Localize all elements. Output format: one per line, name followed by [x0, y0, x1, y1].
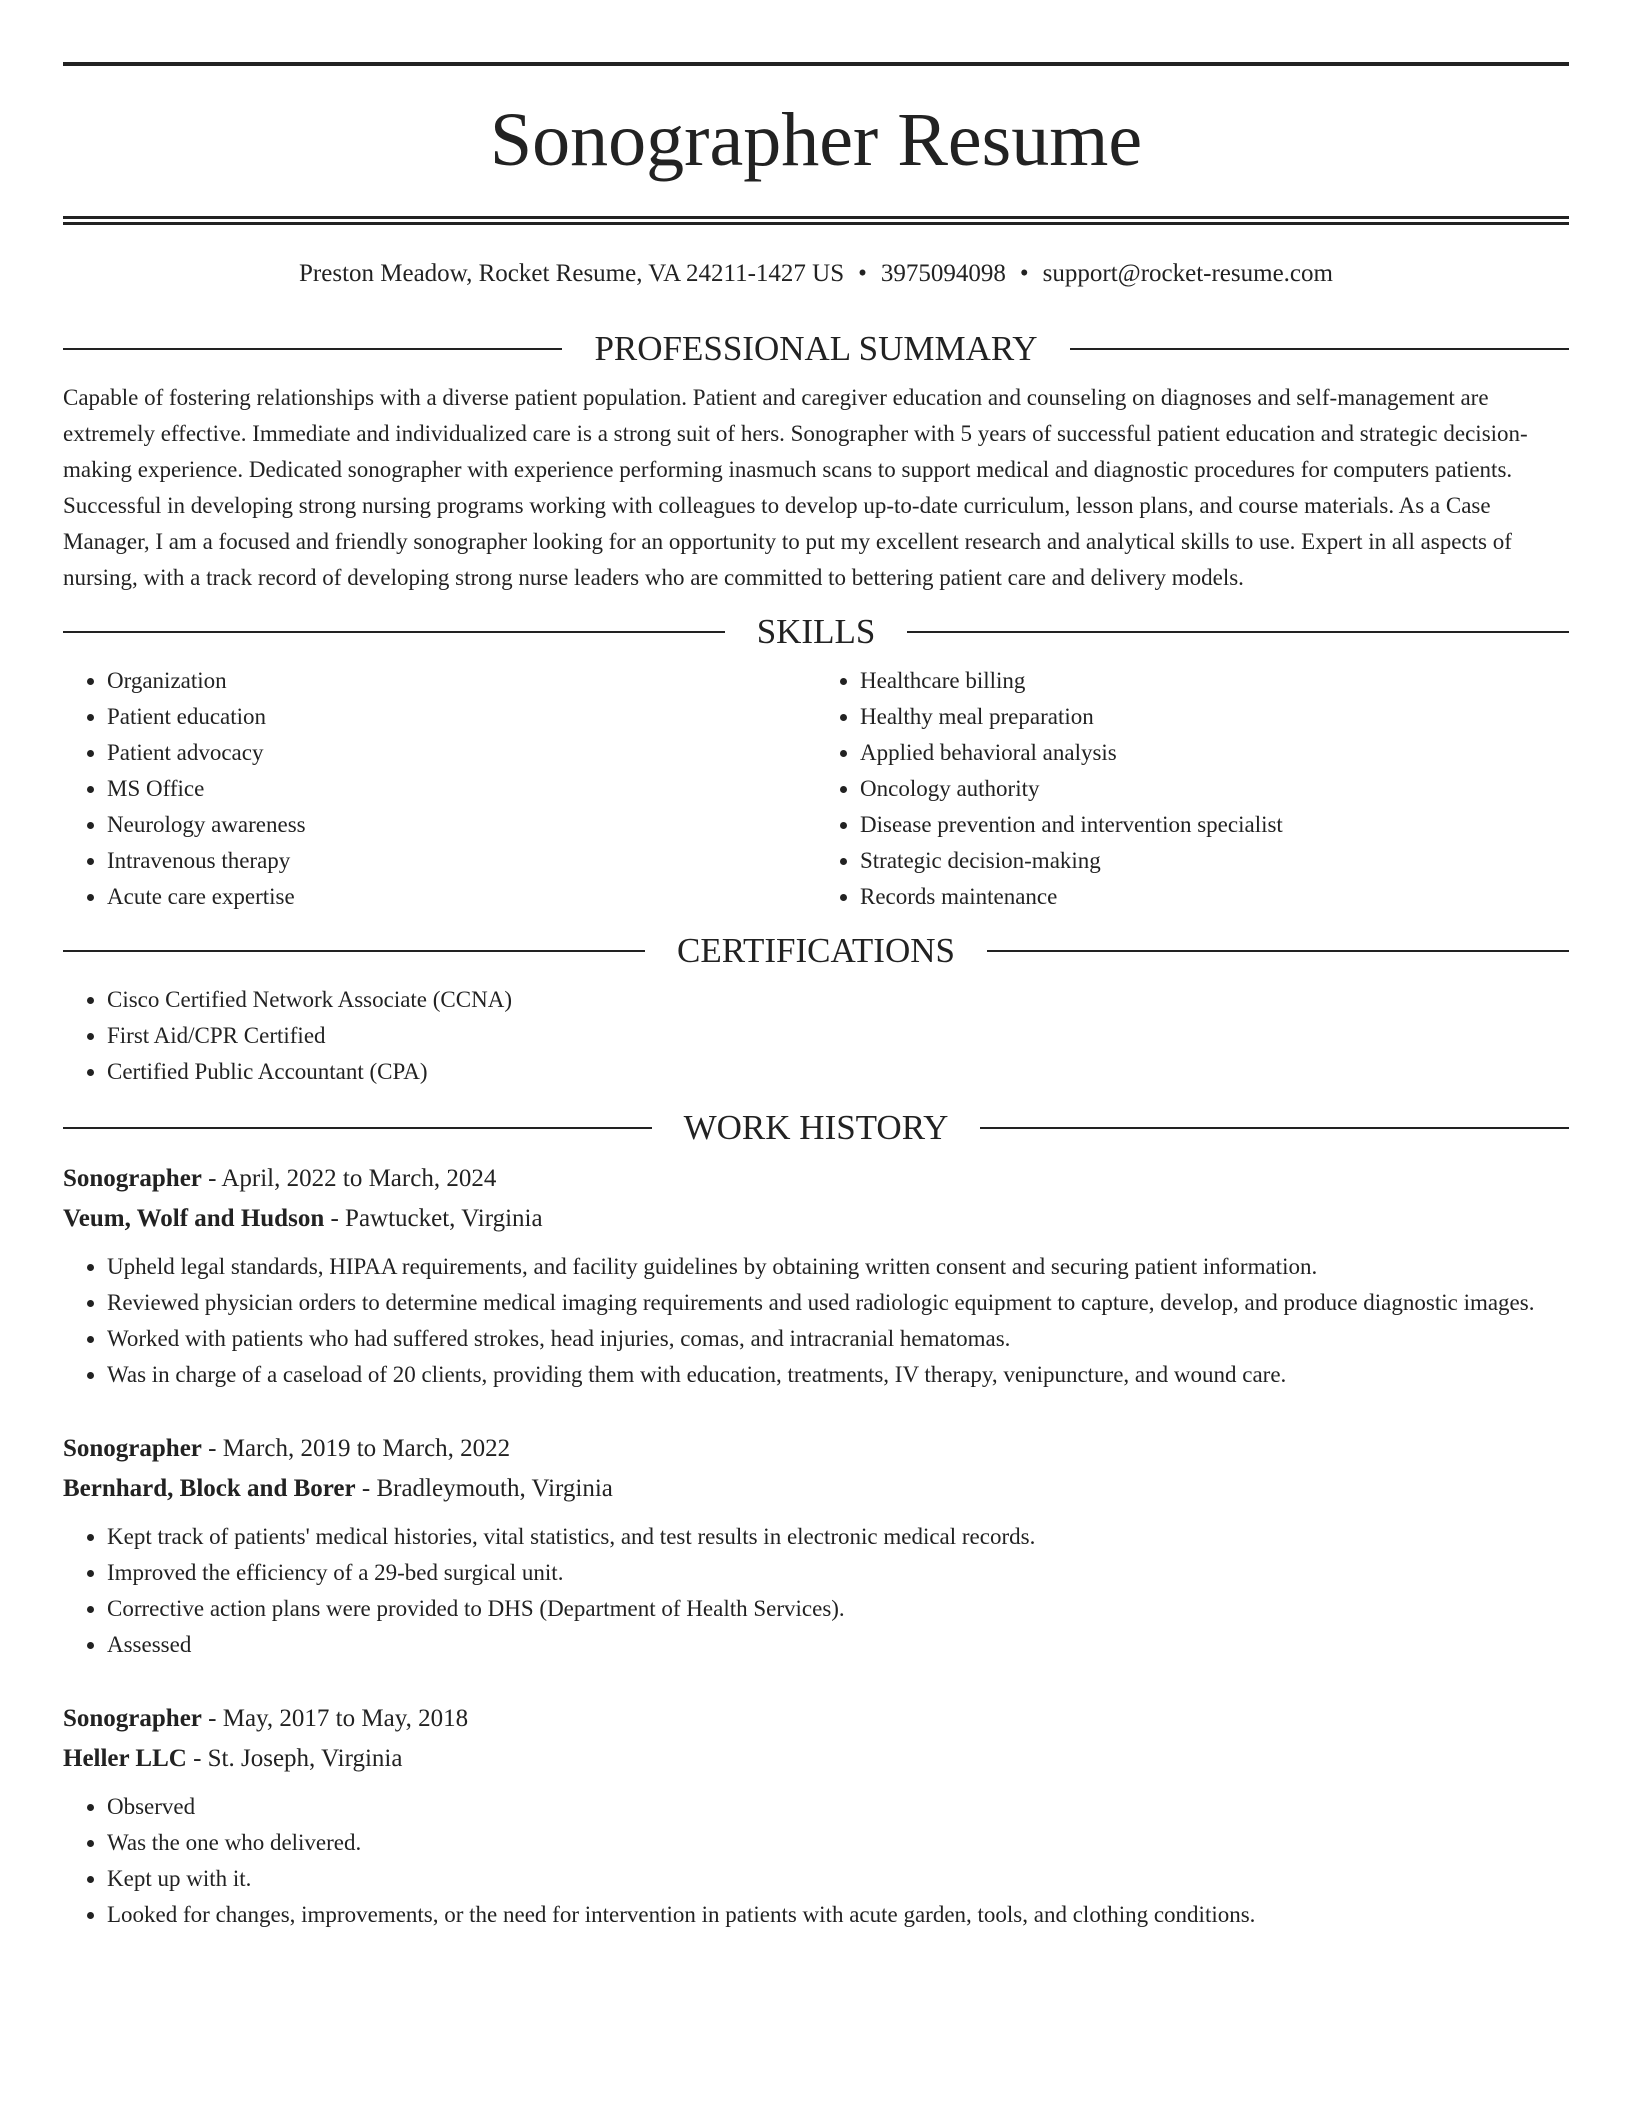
- list-item: • Upheld legal standards, HIPAA requirements, and facility guidelines by obtaining written consent and securing patient information.: [107, 1249, 1569, 1285]
- list-item: • Reviewed physician orders to determine medical imaging requirements and used radiologic equipment to capture, develop, and produce diagnostic images.: [107, 1285, 1569, 1321]
- list-item: • Strategic decision-making: [860, 843, 1569, 879]
- work-history-heading-label: WORK HISTORY: [683, 1108, 949, 1147]
- list-item: • Observed: [107, 1789, 1569, 1825]
- job-role: Sonographer: [63, 1705, 202, 1732]
- top-rule: [63, 62, 1569, 66]
- job-company-line: [63, 1469, 1569, 1509]
- list-item: • Records maintenance: [860, 879, 1569, 915]
- list-item: • Kept up with it.: [107, 1861, 1569, 1897]
- certifications-section-heading: [63, 933, 1569, 968]
- job-location: - Bradleymouth, Virginia: [355, 1475, 613, 1502]
- job-company: Heller LLC: [63, 1745, 187, 1772]
- list-item: • Applied behavioral analysis: [860, 735, 1569, 771]
- skills-heading-label: SKILLS: [756, 612, 876, 651]
- list-item: • Disease prevention and intervention specialist: [860, 807, 1569, 843]
- job-bullets: [63, 1789, 1569, 1933]
- list-item: • Looked for changes, improvements, or the need for intervention in patients with acute garden, tools, and clothing conditions.: [107, 1897, 1569, 1933]
- skills-column-left: [63, 663, 816, 915]
- job-bullets: [63, 1519, 1569, 1663]
- job-title-line: [63, 1429, 1569, 1469]
- summary-heading-label: PROFESSIONAL SUMMARY: [594, 329, 1038, 368]
- list-item: • Was the one who delivered.: [107, 1825, 1569, 1861]
- heading-rule-right: [907, 631, 1569, 633]
- job-entry: [63, 1159, 1569, 1393]
- list-item: • Patient advocacy: [107, 735, 816, 771]
- contact-phone: 3975094098: [880, 260, 1006, 287]
- job-location: - Pawtucket, Virginia: [324, 1205, 543, 1232]
- contact-email: support@rocket-resume.com: [1042, 260, 1333, 287]
- work-history-section-heading: [63, 1110, 1569, 1145]
- job-entry: [63, 1429, 1569, 1663]
- skills-column-right: [816, 663, 1569, 915]
- list-item: • First Aid/CPR Certified: [107, 1018, 1569, 1054]
- job-role: Sonographer: [63, 1165, 202, 1192]
- job-dates: - May, 2017 to May, 2018: [201, 1705, 469, 1732]
- job-company: Veum, Wolf and Hudson: [63, 1205, 325, 1232]
- heading-rule-right: [987, 950, 1569, 952]
- heading-rule-left: [63, 631, 725, 633]
- list-item: • Improved the efficiency of a 29-bed surgical unit.: [107, 1555, 1569, 1591]
- skills-grid: [63, 663, 1569, 915]
- list-item: • Kept track of patients' medical histories, vital statistics, and test results in electronic medical records.: [107, 1519, 1569, 1555]
- summary-section-heading: [63, 331, 1569, 366]
- job-role: Sonographer: [63, 1435, 202, 1462]
- job-company-line: [63, 1739, 1569, 1779]
- list-item: • Was in charge of a caseload of 20 clients, providing them with education, treatments, IV therapy, venipuncture, and wound care.: [107, 1357, 1569, 1393]
- job-company: Bernhard, Block and Borer: [63, 1475, 356, 1502]
- job-bullets: [63, 1249, 1569, 1393]
- contact-address: Preston Meadow, Rocket Resume, VA 24211-1427 US: [299, 260, 845, 287]
- list-item: • Acute care expertise: [107, 879, 816, 915]
- job-location: - St. Joseph, Virginia: [186, 1745, 403, 1772]
- list-item: • Intravenous therapy: [107, 843, 816, 879]
- heading-rule-right: [1070, 348, 1569, 350]
- list-item: • MS Office: [107, 771, 816, 807]
- job-company-line: [63, 1199, 1569, 1239]
- skills-list-right: [816, 663, 1569, 915]
- certifications-heading-label: CERTIFICATIONS: [677, 931, 955, 970]
- contact-separator: •: [1019, 260, 1029, 287]
- list-item: • Cisco Certified Network Associate (CCNA): [107, 982, 1569, 1018]
- contact-separator: •: [858, 260, 867, 287]
- job-dates: - April, 2022 to March, 2024: [201, 1165, 497, 1192]
- contact-line: [63, 259, 1569, 289]
- certifications-list: [63, 982, 1569, 1090]
- job-title-line: [63, 1699, 1569, 1739]
- heading-rule-right: [980, 1127, 1569, 1129]
- list-item: • Organization: [107, 663, 816, 699]
- heading-rule-left: [63, 950, 645, 952]
- list-item: • Assessed: [107, 1627, 1569, 1663]
- list-item: • Certified Public Accountant (CPA): [107, 1054, 1569, 1090]
- list-item: • Corrective action plans were provided to DHS (Department of Health Services).: [107, 1591, 1569, 1627]
- skills-list-left: [63, 663, 816, 915]
- summary-text: Capable of fostering relationships with a diverse patient population. Patient and caregiver education and counseling on diagnoses and self-management are extremely effective. Immediate and individualized care is a strong suit of hers. Sonographer with 5 years of successful patient education and strategic decision-making experience. Dedicated sonographer with experience performing inasmuch scans to support medical and diagnostic procedures for computers patients. Successful in developing strong nursing programs working with colleagues to develop up-to-date curriculum, lesson plans, and course materials. As a Case Manager, I am a focused and friendly sonographer looking for an opportunity to put my excellent research and analytical skills to use. Expert in all aspects of nursing, with a track record of developing strong nurse leaders who are committed to bettering patient care and delivery models.: [63, 385, 1528, 590]
- job-title-line: [63, 1159, 1569, 1199]
- job-dates: - March, 2019 to March, 2022: [201, 1435, 511, 1462]
- list-item: • Neurology awareness: [107, 807, 816, 843]
- title-double-rule: [63, 216, 1569, 225]
- heading-rule-left: [63, 348, 562, 350]
- page-title: Sonographer Resume: [489, 98, 1143, 182]
- list-item: • Healthy meal preparation: [860, 699, 1569, 735]
- heading-rule-left: [63, 1127, 652, 1129]
- skills-section-heading: [63, 614, 1569, 649]
- list-item: • Worked with patients who had suffered strokes, head injuries, comas, and intracranial hematomas.: [107, 1321, 1569, 1357]
- list-item: • Oncology authority: [860, 771, 1569, 807]
- job-entry: [63, 1699, 1569, 1933]
- list-item: • Healthcare billing: [860, 663, 1569, 699]
- list-item: • Patient education: [107, 699, 816, 735]
